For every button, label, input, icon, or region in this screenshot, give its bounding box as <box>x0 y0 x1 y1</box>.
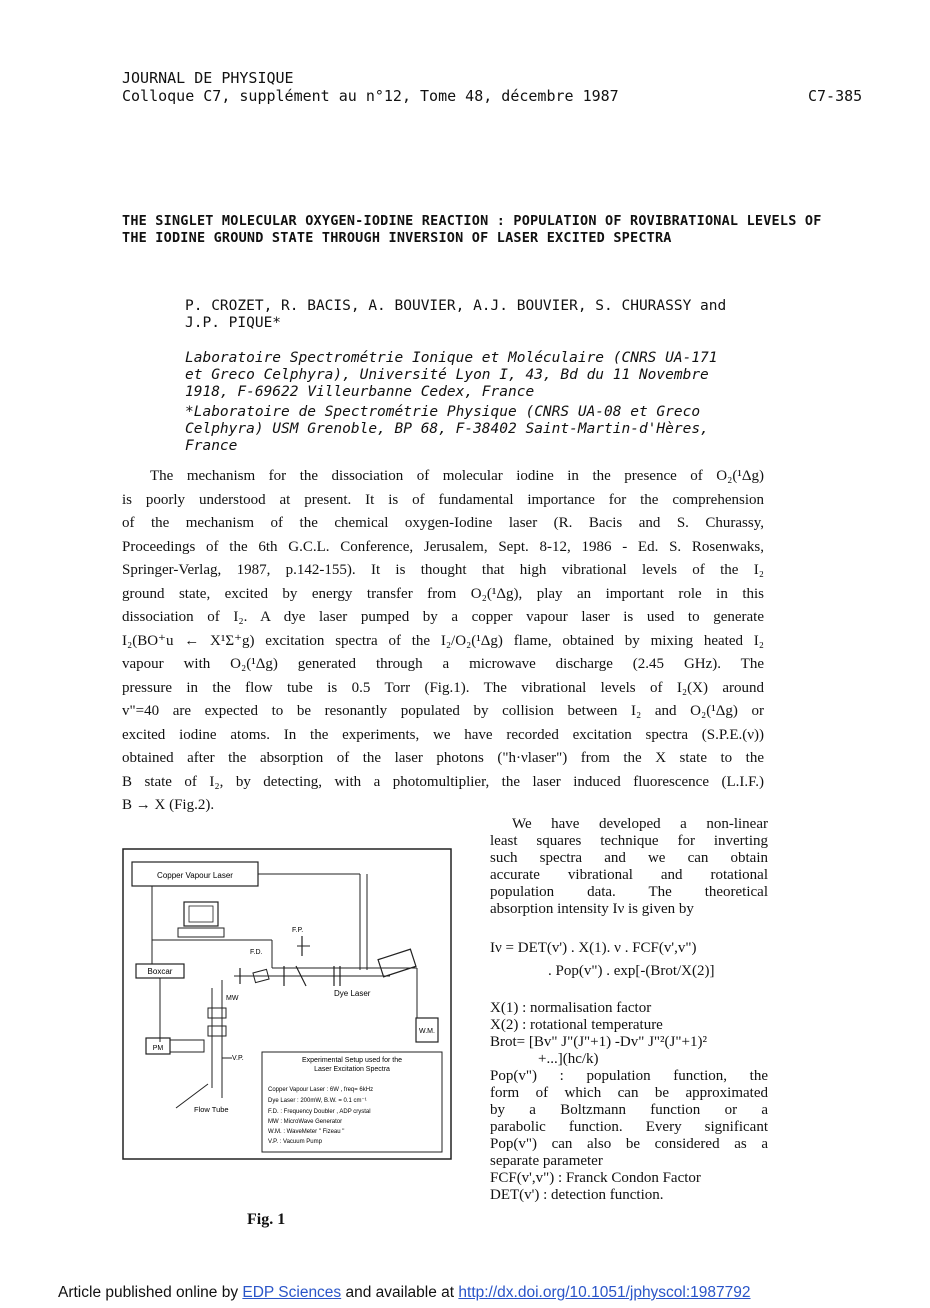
intro-paragraph <box>490 816 768 918</box>
body-line: ground state, excited by energy transfer from O₂(¹Δg), play an important role in this <box>122 585 764 602</box>
legend-line: F.D. : Frequency Doubler , ADP crystal <box>268 1109 371 1115</box>
footer <box>58 1284 751 1302</box>
journal-name: JOURNAL DE PHYSIQUE <box>122 69 294 87</box>
vp-label: V.P. <box>232 1055 244 1062</box>
footer-prefix: Article published online by <box>58 1284 243 1301</box>
body-line: Springer-Verlag, 1987, p.142-155). It is thought that high vibrational levels of the I₂ <box>122 562 764 578</box>
definition-line: Pop(v") can also be considered as a <box>490 1136 768 1152</box>
wm-label: W.M. <box>419 1028 435 1035</box>
computer-keyboard <box>178 928 224 937</box>
boxcar-label: Boxcar <box>147 967 173 976</box>
definition-line: X(1) : normalisation factor <box>490 1000 652 1016</box>
body-line: v"=40 are expected to be resonantly populated by collision between I₂ and O₂(¹Δg) or <box>122 703 764 719</box>
authors-line-1: P. CROZET, R. BACIS, A. BOUVIER, A.J. BOUVIER, S. CHURASSY and <box>185 298 727 314</box>
body-line: B state of I₂, by detecting, with a photomultiplier, the laser induced fluorescence (L.I.F.) <box>122 773 764 790</box>
intro-line: absorption intensity Iν is given by <box>490 901 694 917</box>
body-line: I₂(BO⁺u ← X¹Σ⁺g) excitation spectra of the I₂/O₂(¹Δg) flame, obtained by mixing heated I₂ <box>122 632 764 649</box>
authors-line-2: J.P. PIQUE* <box>185 315 282 331</box>
affiliation-2 <box>185 404 835 455</box>
doi-link[interactable]: http://dx.doi.org/10.1051/jphyscol:1987792 <box>458 1284 751 1301</box>
definition-line: X(2) : rotational temperature <box>490 1017 663 1033</box>
intro-line: population data. The theoretical <box>490 884 768 900</box>
footer-middle: and available at <box>341 1284 459 1301</box>
equation-line-2: . Pop(v") . exp[-(Brot/X(2)] <box>548 963 715 979</box>
definition-line: separate parameter <box>490 1153 603 1169</box>
legend-line: Dye Laser : 200mW, B.W. = 0.1 cm⁻¹ <box>268 1098 367 1104</box>
affiliation-2-line: France <box>185 438 238 454</box>
legend-title-2: Laser Excitation Spectra <box>314 1066 390 1073</box>
body-line: Proceedings of the 6th G.C.L. Conference, Jerusalem, Sept. 8-12, 1986 - Ed. S. Rosenwaks, <box>122 538 764 555</box>
abstract-body <box>122 465 764 818</box>
fp-label: F.P. <box>292 927 304 934</box>
authors <box>185 298 845 332</box>
affiliation-1-line: Laboratoire Spectrométrie Ionique et Moléculaire (CNRS UA-171 <box>185 350 718 366</box>
publisher-link[interactable]: EDP Sciences <box>242 1284 342 1301</box>
body-line: of the mechanism of the chemical oxygen-Iodine laser (R. Bacis and S. Churassy, <box>122 515 764 531</box>
definition-line: Brot= [Bv" J"(J"+1) -Dv" J"²(J"+1)² <box>490 1034 707 1050</box>
fd-label: F.D. <box>250 949 263 956</box>
pm-label: PM <box>152 1045 164 1052</box>
right-column <box>490 816 768 1204</box>
body-line: is poorly understood at present. It is of fundamental importance for the comprehension <box>122 491 764 508</box>
legend-line: W.M. : WaveMeter " Fizeau " <box>268 1129 345 1135</box>
dye-laser-label: Dye Laser <box>334 989 371 998</box>
intro-line: We have developed a non-linear <box>512 816 768 832</box>
intro-line: such spectra and we can obtain <box>490 850 768 866</box>
body-line: vapour with O₂(¹Δg) generated through a microwave discharge (2.45 GHz). The <box>122 656 764 672</box>
body-line: The mechanism for the dissociation of molecular iodine in the presence of O₂(¹Δg) <box>150 468 764 484</box>
equation-line-1: Iν = DET(v') . X(1). ν . FCF(v',v") <box>490 940 697 956</box>
definition-line: by a Boltzmann function or a <box>490 1102 768 1118</box>
copper-laser-label: Copper Vapour Laser <box>157 871 233 880</box>
definition-line: DET(v') : detection function. <box>490 1187 664 1203</box>
definition-line: Pop(v") : population function, the <box>490 1068 768 1084</box>
issue-info: Colloque C7, supplément au n°12, Tome 48, décembre 1987 <box>122 87 619 105</box>
dye-laser-cell <box>378 949 416 977</box>
definition-line: parabolic function. Every significant <box>490 1119 768 1135</box>
experimental-setup-figure <box>122 848 452 1160</box>
definition-line: +...](hc/k) <box>538 1051 599 1067</box>
legend-line: Copper Vapour Laser : 6W , freq= 6kHz <box>268 1087 374 1093</box>
body-line: pressure in the flow tube is 0.5 Torr (Fig.1). The vibrational levels of I₂(X) around <box>122 679 764 696</box>
affiliation-1 <box>185 350 835 401</box>
body-line: dissociation of I₂. A dye laser pumped by a copper vapour laser is used to generate <box>122 609 764 625</box>
legend-line: V.P. : Vacuum Pump <box>268 1139 322 1145</box>
page-number: C7-385 <box>808 87 863 105</box>
affiliation-2-line: *Laboratoire de Spectrométrie Physique (CNRS UA-08 et Greco <box>185 404 701 420</box>
affiliation-1-line: 1918, F-69622 Villeurbanne Cedex, France <box>185 384 535 400</box>
legend-line: MW : MicroWave Generator <box>268 1119 343 1125</box>
definition-line: FCF(v',v") : Franck Condon Factor <box>490 1170 701 1186</box>
body-line: B → X (Fig.2). <box>122 797 215 813</box>
definition-line: form of which can be approximated <box>490 1085 768 1101</box>
intro-line: least squares technique for inverting <box>490 833 768 849</box>
affiliation-1-line: et Greco Celphyra), Université Lyon I, 43, Bd du 11 Novembre <box>185 367 709 383</box>
equation <box>490 940 768 980</box>
microwave-cavity <box>208 1008 226 1018</box>
flow-tube-label: Flow Tube <box>194 1105 229 1114</box>
mw-label: MW <box>226 995 239 1002</box>
body-line: obtained after the absorption of the laser photons ("h·νlaser") from the X state to the <box>122 750 764 766</box>
figure-caption: Fig. 1 <box>247 1211 286 1228</box>
detection-optics <box>170 1040 204 1052</box>
paper-title: THE SINGLET MOLECULAR OXYGEN-IODINE REACTION : POPULATION OF ROVIBRATIONAL LEVELS OF THE IODINE GROUND STATE THROUGH INVERSION OF LASER EXCITED SPECTRA <box>122 213 822 246</box>
definitions <box>490 1000 768 1204</box>
computer-screen <box>189 906 213 922</box>
microwave-cavity <box>208 1026 226 1036</box>
legend-title-1: Experimental Setup used for the <box>301 1057 403 1064</box>
body-line: excited iodine atoms. In the experiments, we have recorded excitation spectra (S.P.E.(ν)) <box>122 726 764 743</box>
intro-line: accurate vibrational and rotational <box>490 867 768 883</box>
affiliation-2-line: Celphyra) USM Grenoble, BP 68, F-38402 Saint-Martin-d'Hères, <box>185 421 709 437</box>
